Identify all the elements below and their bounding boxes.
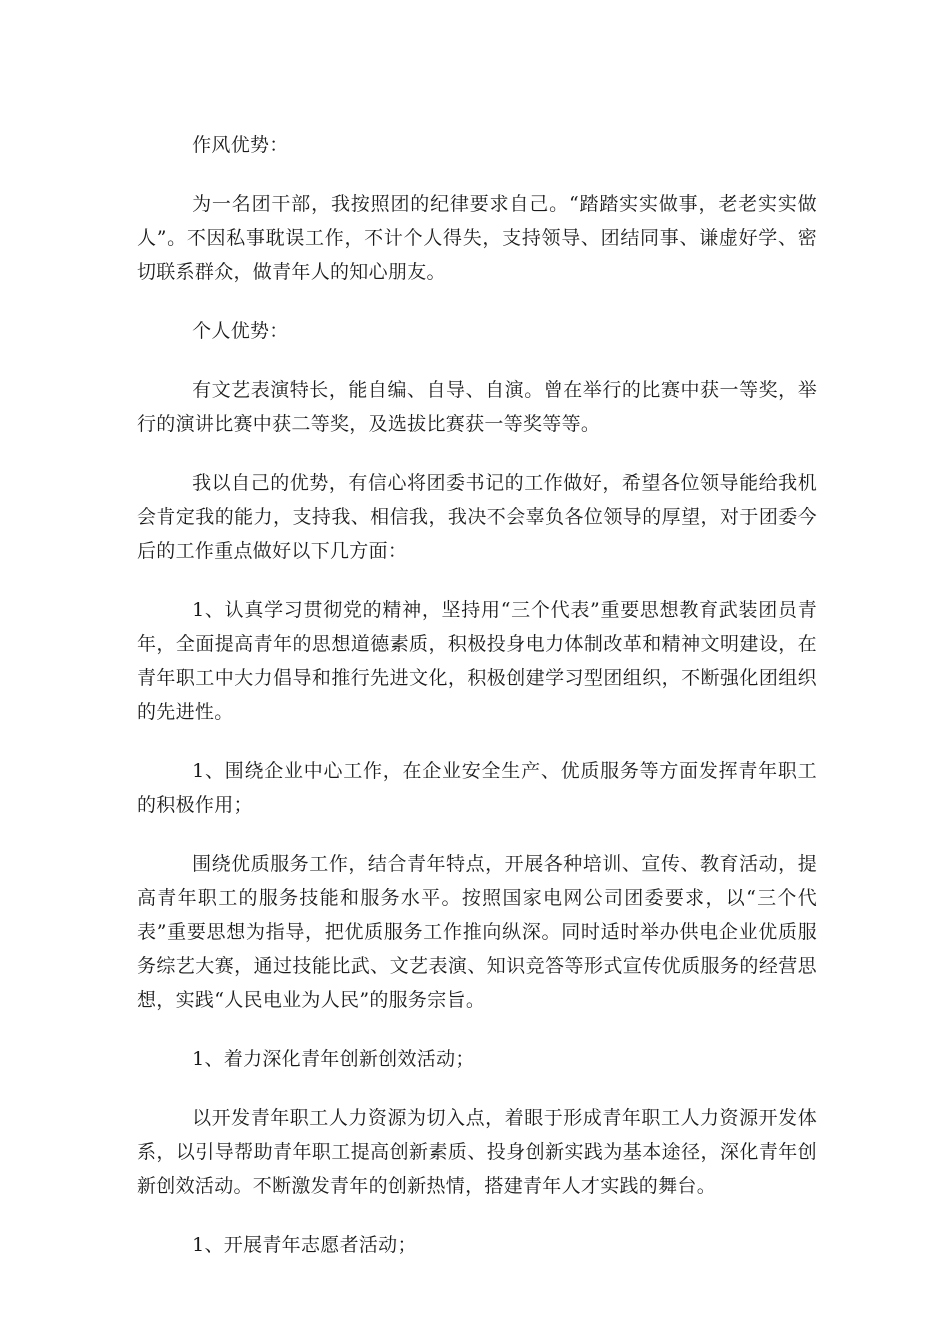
paragraph-style-description: 为一名团干部，我按照团的纪律要求自己。“踏踏实实做事，老老实实做人”。不因私事耽误工作，不计个人得失，支持领导、团结同事、谦虚好学、密切联系群众，做青年人的知心朋友。: [137, 193, 817, 283]
paragraph-item-innovation: 1、着力深化青年创新创效活动；: [192, 1048, 475, 1070]
paragraph-item-volunteer: 1、开展青年志愿者活动；: [192, 1234, 417, 1256]
paragraph-innovation-detail: 以开发青年职工人力资源为切入点，着眼于形成青年职工人力资源开发体系，以引导帮助青年职工提高创新素质、投身创新实践为基本途径，深化青年创新创效活动。不断激发青年的创新热情，搭建青年人才实践的舞台。: [137, 1107, 817, 1197]
paragraph-heading-style: 作风优势：: [192, 134, 289, 156]
paragraph-service-detail: 围绕优质服务工作，结合青年特点，开展各种培训、宣传、教育活动，提高青年职工的服务技能和服务水平。按照国家电网公司团委要求，以“三个代表”重要思想为指导，把优质服务工作推向纵深。同时适时举办供电企业优质服务综艺大赛，通过技能比武、文艺表演、知识竞答等形式宣传优质服务的经营思想，实践“人民电业为人民”的服务宗旨。: [137, 853, 817, 1011]
paragraph-intro-plan: 我以自己的优势，有信心将团委书记的工作做好，希望各位领导能给我机会肯定我的能力，支持我、相信我，我决不会辜负各位领导的厚望，对于团委今后的工作重点做好以下几方面：: [137, 472, 817, 562]
paragraph-heading-personal: 个人优势：: [192, 320, 289, 342]
paragraph-item-study: 1、认真学习贯彻党的精神，坚持用“三个代表”重要思想教育武装团员青年，全面提高青年的思想道德素质，积极投身电力体制改革和精神文明建设，在青年职工中大力倡导和推行先进文化，积极创建学习型团组织，不断强化团组织的先进性。: [137, 599, 817, 723]
paragraph-item-center-work: 1、围绕企业中心工作，在企业安全生产、优质服务等方面发挥青年职工的积极作用；: [137, 760, 817, 816]
paragraph-personal-description: 有文艺表演特长，能自编、自导、自演。曾在举行的比赛中获一等奖，举行的演讲比赛中获二等奖，及选拔比赛获一等奖等等。: [137, 379, 817, 435]
document-body: [137, 128, 817, 1287]
